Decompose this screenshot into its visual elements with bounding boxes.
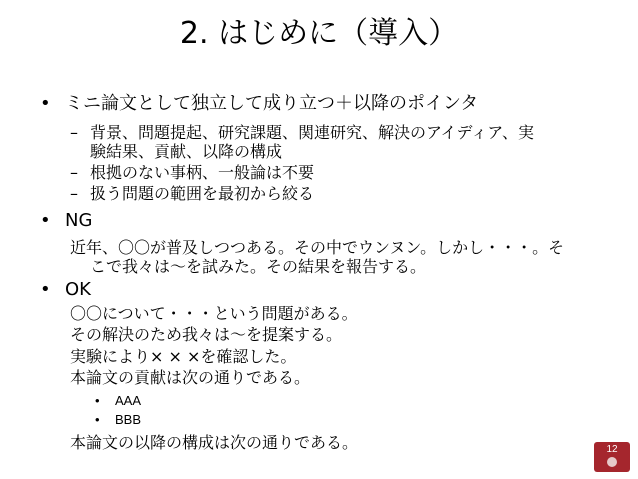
ok-closing-line: 本論文の以降の構成は次の通りである。	[70, 433, 359, 452]
ng-example-line: 近年、〇〇が普及しつつある。その中でウンヌン。しかし・・・。そ	[70, 238, 565, 257]
ok-example-line: その解決のため我々は～を提案する。	[70, 325, 343, 344]
ng-example-line: こで我々は～を試みた。その結果を報告する。	[90, 257, 427, 276]
ok-example-line: 〇〇について・・・という問題がある。	[70, 304, 358, 323]
intro-item-no-generalities: 根拠のない事柄、一般論は不要	[90, 163, 315, 182]
dash-marker: –	[70, 184, 78, 203]
bullet-marker: •	[40, 93, 51, 114]
intro-heading: ミニ論文として独立して成り立つ＋以降のポインタ	[65, 93, 479, 114]
intro-item-narrow-scope: 扱う問題の範囲を最初から絞る	[90, 184, 315, 203]
sub-bullet-marker: •	[95, 412, 100, 427]
ok-heading: OK	[65, 279, 91, 300]
sub-bullet-marker: •	[95, 393, 100, 408]
intro-item-background-cont: 験結果、貢献、以降の構成	[90, 142, 283, 161]
intro-item-background: 背景、問題提起、研究課題、関連研究、解決のアイディア、実	[90, 123, 535, 142]
page-number-badge	[594, 442, 630, 472]
dash-marker: –	[70, 123, 78, 142]
ok-example-line: 本論文の貢献は次の通りである。	[70, 368, 311, 387]
ng-heading: NG	[65, 210, 93, 231]
dash-marker: –	[70, 163, 78, 182]
university-seal-icon	[607, 457, 617, 467]
bullet-marker: •	[40, 210, 51, 231]
slide-title: 2. はじめに（導入）	[179, 16, 459, 51]
ok-sub-item: AAA	[115, 393, 142, 408]
bullet-marker: •	[40, 279, 51, 300]
page-number: 12	[606, 444, 618, 455]
ok-sub-item: BBB	[115, 412, 142, 427]
ok-example-line: 実験により× × ×を確認した。	[70, 347, 297, 366]
